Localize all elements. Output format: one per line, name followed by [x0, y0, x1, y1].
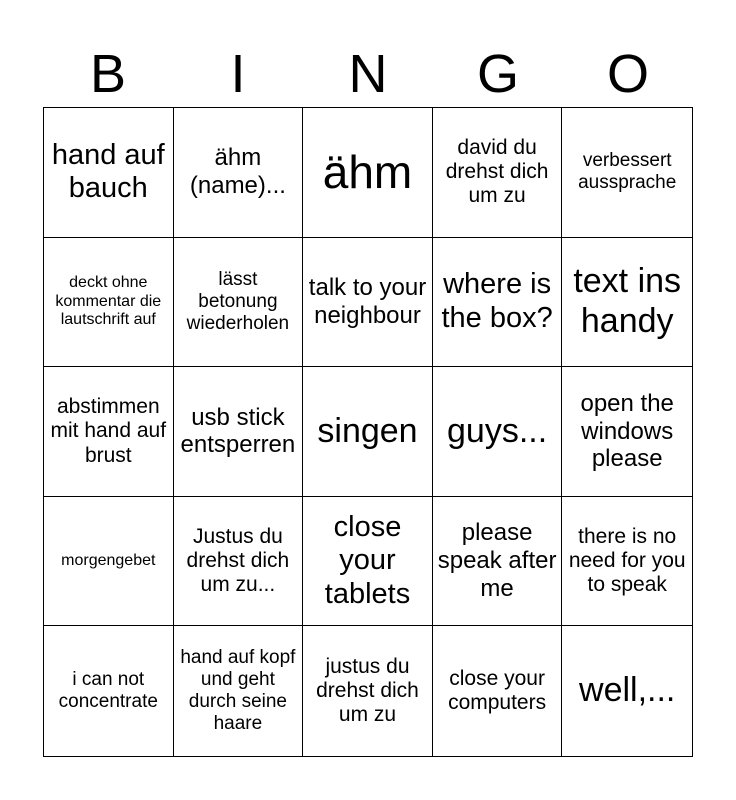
cell-text: where is the box? [441, 268, 553, 334]
cell-text: Justus du drehst dich um zu... [186, 524, 290, 597]
bingo-cell[interactable] [433, 108, 563, 238]
cell-text: close your tablets [324, 510, 411, 610]
cell-text: open the windows please [580, 389, 674, 473]
cell-text: verbessert aussprache [578, 150, 677, 194]
cell-text: lässt betonung wiederholen [186, 268, 290, 334]
bingo-cell[interactable] [44, 238, 174, 368]
bingo-cell[interactable] [174, 497, 304, 627]
cell-text: singen [317, 411, 418, 450]
header-letter-b: B [89, 44, 127, 104]
cell-text: abstimmen mit hand auf brust [50, 394, 167, 467]
cell-text: hand auf bauch [51, 138, 165, 205]
cell-text: guys... [447, 411, 548, 450]
cell-text: there is no need for you to speak [568, 524, 686, 597]
header-letter-i: I [230, 44, 246, 104]
bingo-cell[interactable] [433, 626, 563, 756]
bingo-cell[interactable] [562, 238, 692, 368]
cell-text: text ins handy [573, 262, 682, 340]
cell-text: deckt ohne kommentar die lautschrift auf [55, 274, 162, 329]
cell-text: i can not concentrate [58, 669, 158, 713]
bingo-header [43, 42, 693, 106]
bingo-cell[interactable] [44, 497, 174, 627]
bingo-cell[interactable] [303, 108, 433, 238]
cell-text: talk to your neighbour [308, 274, 427, 329]
cell-text: ähm [322, 145, 413, 198]
bingo-cell[interactable] [433, 497, 563, 627]
cell-text: usb stick entsperren [180, 403, 296, 459]
bingo-cell[interactable] [174, 108, 304, 238]
bingo-board [43, 107, 693, 757]
bingo-cell[interactable] [433, 367, 563, 497]
cell-text: justus du drehst dich um zu [316, 654, 419, 727]
cell-text: please speak after me [437, 519, 557, 602]
cell-text: close your computers [448, 666, 547, 715]
bingo-cell[interactable] [44, 108, 174, 238]
cell-text: ähm (name)... [189, 144, 286, 200]
header-letter-g: G [476, 44, 519, 104]
bingo-cell[interactable] [562, 626, 692, 756]
cell-text: hand auf kopf und geht durch seine haare [180, 647, 296, 735]
bingo-cell[interactable] [433, 238, 563, 368]
header-letter-n: N [348, 44, 388, 104]
bingo-cell[interactable] [562, 497, 692, 627]
bingo-cell[interactable] [174, 626, 304, 756]
bingo-cell[interactable] [562, 367, 692, 497]
bingo-cell[interactable] [303, 497, 433, 627]
cell-text: well,... [579, 671, 676, 710]
bingo-cell[interactable] [174, 238, 304, 368]
bingo-cell[interactable] [174, 367, 304, 497]
bingo-cell[interactable] [562, 108, 692, 238]
bingo-cell[interactable] [303, 367, 433, 497]
bingo-cell[interactable] [303, 626, 433, 756]
bingo-cell[interactable] [44, 367, 174, 497]
bingo-cell[interactable] [44, 626, 174, 756]
cell-text: morgengebet [61, 551, 156, 569]
bingo-cell[interactable] [303, 238, 433, 368]
cell-text: david du drehst dich um zu [445, 135, 549, 208]
header-letter-o: O [606, 44, 649, 104]
